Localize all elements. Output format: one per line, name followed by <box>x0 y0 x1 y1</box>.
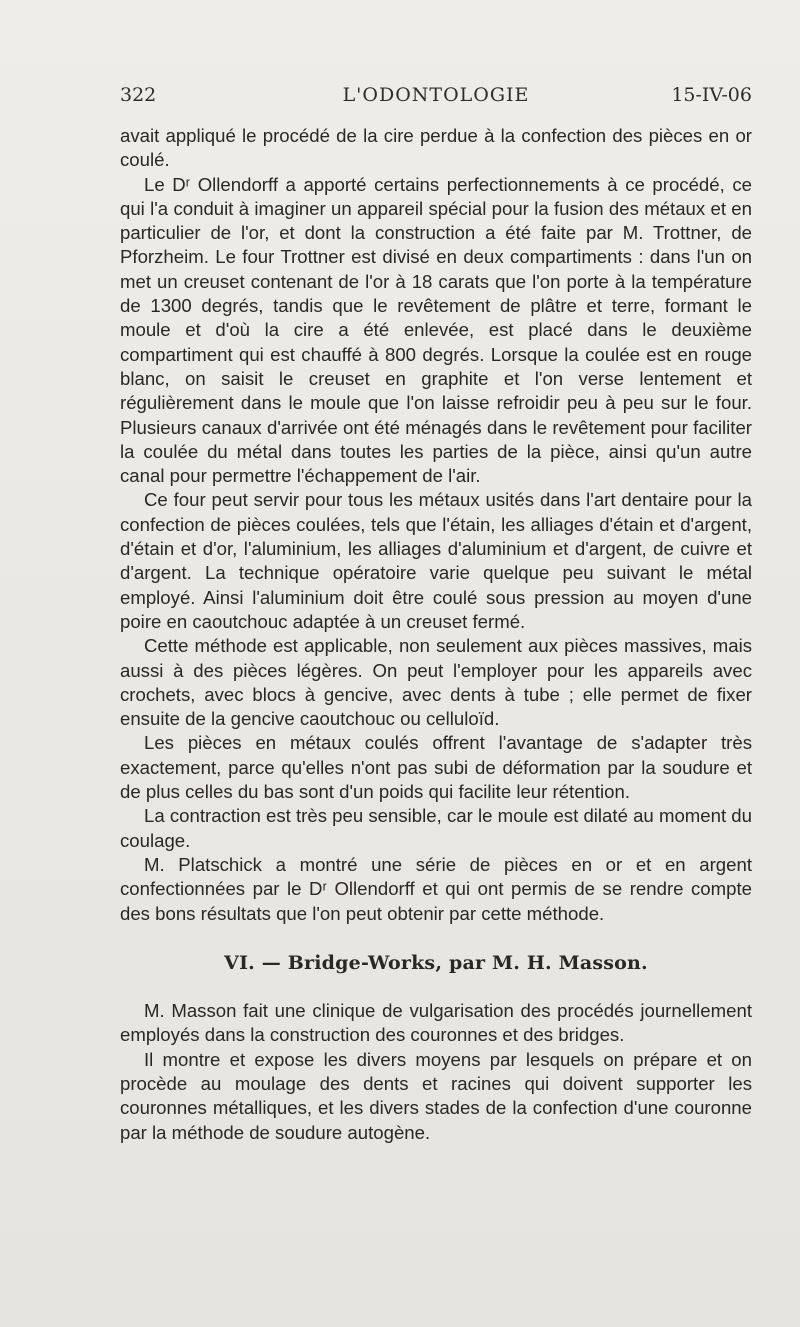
journal-title: L'ODONTOLOGIE <box>342 84 530 106</box>
section-paragraph-1: M. Masson fait une clinique de vulgarisation des procédés journellement employés dans la construction des couronnes et des bridges. <box>120 1000 752 1046</box>
paragraph-2: Le Dʳ Ollendorff a apporté certains perfectionnements à ce procédé, ce qui l'a conduit à imaginer un appareil spécial pour la fusion des métaux et en particulier de l'or, et dont la construction a été faite par M. Trottner, de Pforzheim. Le four Trottner est divisé en deux compartiments : dans l'un on met un creuset contenant de l'or à 18 carats que l'on porte à la température de 1300 degrés, tandis que le revêtement de plâtre et terre, formant le moule et d'où la cire a été enlevée, est placé dans le deuxième compartiment qui est chauffé à 800 degrés. Lorsque la coulée est en rouge blanc, on saisit le creuset en graphite et l'on verse lentement et régulièrement dans le moule que l'on laisse refroidir peu à peu sur le four. Plusieurs canaux d'arrivée ont été ménagés dans le revêtement pour faciliter la coulée du métal dans toutes les parties de la pièce, ainsi qu'un autre canal pour permettre l'échappement de l'air. <box>120 173 752 487</box>
section-heading: VI. — Bridge-Works, par M. H. Masson. <box>224 951 648 974</box>
paragraph-5: Les pièces en métaux coulés offrent l'avantage de s'adapter très exactement, parce qu'elles n'ont pas subi de déformation par la soudure et de plus celles du bas sont d'un poids qui facilite leur rétention. <box>120 732 752 803</box>
issue-date: 15-IV-06 <box>671 84 752 106</box>
section-paragraph-2: Il montre et expose les divers moyens par lesquels on prépare et on procède au moulage des dents et racines qui doivent supporter les couronnes métalliques, et les divers stades de la confection d'une couronne par la méthode de soudure autogène. <box>120 1048 752 1143</box>
running-head <box>120 84 752 114</box>
paragraph-7: M. Platschick a montré une série de pièces en or et en argent confectionnées par le Dʳ Ollendorff et qui ont permis de se rendre compte des bons résultats que l'on peut obtenir par cette méthode. <box>120 853 752 924</box>
paragraph-4: Cette méthode est applicable, non seulement aux pièces massives, mais aussi à des pièces légères. On peut l'employer pour les appareils avec crochets, avec blocs à gencive, avec dents à tube ; elle permet de fixer ensuite de la gencive caoutchouc ou celluloïd. <box>120 635 752 730</box>
page-number: 322 <box>120 84 157 106</box>
paragraph-1: avait appliqué le procédé de la cire perdue à la confection des pièces en or coulé. <box>120 125 752 171</box>
paragraph-6: La contraction est très peu sensible, car le moule est dilaté au moment du coulage. <box>120 805 752 851</box>
body-text <box>120 124 752 1145</box>
paragraph-3: Ce four peut servir pour tous les métaux usités dans l'art dentaire pour la confection de pièces coulées, tels que l'étain, les alliages d'étain et d'argent, d'étain et d'or, l'aluminium, les alliages d'aluminium et d'argent, de cuivre et d'argent. La technique opératoire varie quelque peu suivant le métal employé. Ainsi l'aluminium doit être coulé sous pression au moyen d'une poire en caoutchouc adaptée à un creuset fermé. <box>120 489 752 632</box>
